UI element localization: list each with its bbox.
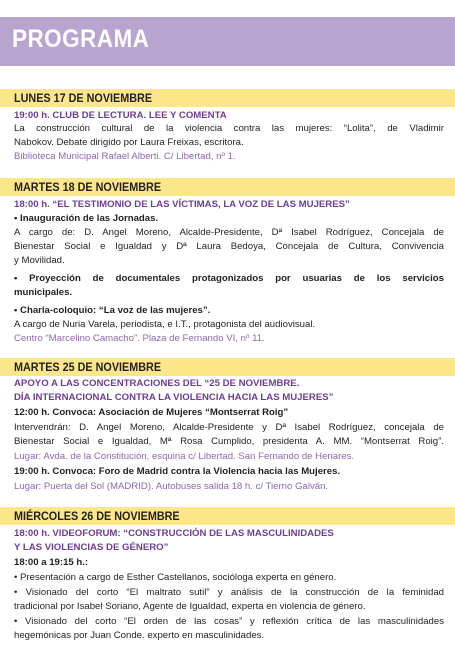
event-text: y Movilidad.	[14, 255, 65, 266]
event-bullet: • Presentación a cargo de Esther Castellanos, socióloga experta en género.	[14, 572, 337, 583]
event-subheading: 18:00 a 19:15 h.:	[14, 557, 89, 568]
event-text: Nabokov. Debate dirigido por Laura Freixas, escritora.	[14, 137, 244, 148]
event-heading: APOYO A LAS CONCENTRACIONES DEL “25 DE NOVIEMBRE.	[14, 378, 300, 389]
event-text: hegemónicas por Juan Conde. experto en masculinidades.	[14, 630, 265, 641]
event-location: Lugar: Puerta del Sol (MADRID). Autobuses salida 18 h. c/ Tierno Galván.	[14, 481, 329, 492]
day-title: MIÉRCOLES 26 DE NOVIEMBRE	[14, 509, 180, 523]
event-subheading: 12:00 h. Convoca: Asociación de Mujeres “Montserrat Roig”	[14, 407, 289, 418]
event-subheading: 19:00 h. Convoca: Foro de Madrid contra la Violencia hacia las Mujeres.	[14, 466, 341, 477]
event-location: Centro “Marcelino Camacho”. Plaza de Fernando VI, nº 11.	[14, 333, 265, 344]
day-title: MARTES 18 DE NOVIEMBRE	[14, 180, 162, 194]
event-text: A cargo de: D. Angel Moreno, Alcalde-Presidente, Dª Isabel Rodríguez, Concejala de	[14, 227, 444, 238]
day-title: LUNES 17 DE NOVIEMBRE	[14, 91, 153, 105]
event-text: tradicional por Isabel Soriano, Agente de Igualdad, experta en violencia de género.	[14, 601, 366, 612]
event-bullet: • Charla-coloquio: “La voz de las mujeres”.	[14, 305, 211, 316]
event-bullet: • Visionado del corto “El orden de las cosas” y reflexión crítica de las masculinidades	[14, 616, 444, 627]
event-bullet: • Proyección de documentales protagonizados por usuarias de los servicios	[14, 273, 444, 284]
event-text: La construcción cultural de la violencia contra las mujeres: “Lolita”, de Vladimir	[14, 123, 444, 134]
event-text: Intervendrán: D. Angel Moreno, Alcalde-Presidente y Dª Isabel Rodríguez, concejala de	[14, 422, 444, 433]
event-heading: 19:00 h. CLUB DE LECTURA. LEE Y COMENTA	[14, 110, 227, 121]
event-location: Biblioteca Municipal Rafael Alberti. C/ Libertad, nº 1.	[14, 151, 236, 162]
event-location: Lugar: Avda. de la Constitución, esquina c/ Libertad. San Fernando de Henares.	[14, 451, 355, 462]
event-heading: Y LAS VIOLENCIAS DE GÉNERO”	[14, 542, 169, 553]
event-heading: 18:00 h. “EL TESTIMONIO DE LAS VÍCTIMAS, LA VOZ DE LAS MUJERES”	[14, 199, 350, 210]
event-bullet: • Inauguración de las Jornadas.	[14, 213, 159, 224]
event-bullet: • Visionado del corto “El maltrato sutil” y análisis de la construcción de la feminidad	[14, 587, 444, 598]
event-text: Bienestar Social e Igualdad y Dª Laura Bedoya, Concejala de Cultura, Convivencia	[14, 241, 444, 252]
event-text: A cargo de Nuria Varela, periodista, e I.T., protagonista del audiovisual.	[14, 319, 316, 330]
event-text: Bienestar Social e Igualdad, Mª Rosa Cumplido, presidenta A. MM. “Montserrat Roig”.	[14, 436, 444, 447]
event-heading: 18:00 h. VIDEOFORUM: “CONSTRUCCIÓN DE LAS MASCULINIDADES	[14, 528, 334, 539]
page-title: PROGRAMA	[12, 25, 150, 53]
event-bullet: municipales.	[14, 287, 73, 298]
day-title: MARTES 25 DE NOVIEMBRE	[14, 360, 162, 374]
event-heading: DÍA INTERNACIONAL CONTRA LA VIOLENCIA HACIA LAS MUJERES”	[14, 392, 334, 403]
